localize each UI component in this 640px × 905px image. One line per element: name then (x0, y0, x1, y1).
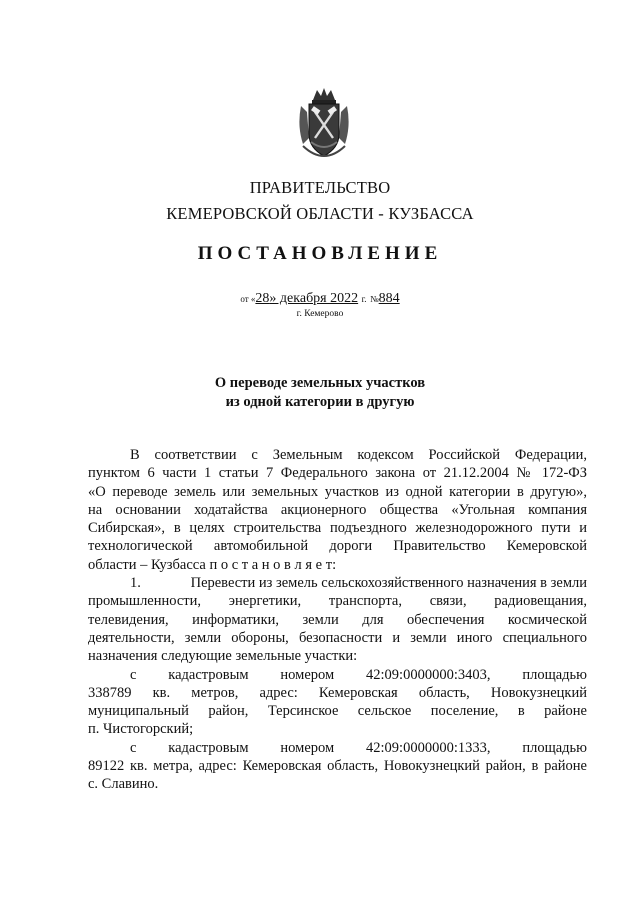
item1-line: назначения следующие земельные участки: (88, 648, 358, 665)
document-body (88, 446, 587, 794)
government-title-line2: КЕМЕРОВСКОЙ ОБЛАСТИ - КУЗБАССА (166, 204, 474, 223)
parcel2-line: с. Славино. (88, 776, 159, 793)
date-prefix: от « (240, 294, 256, 304)
subject-line2: из одной категории в другую (225, 394, 415, 410)
p1-line: Сибирская», в целях строительства подъездного железнодорожного пути и (88, 520, 587, 537)
p1-line: пунктом 6 части 1 статьи 7 Федерального закона от 21.12.2004 № 172-ФЗ (88, 465, 587, 482)
city-label: г. Кемерово (296, 309, 344, 319)
parcel1-line: муниципальный район, Терсинское сельское поселение, в районе (88, 703, 587, 720)
p1-line: В соответствии с Земельным кодексом Российской Федерации, (130, 447, 587, 463)
date-month-year: » декабря 2022 (269, 291, 359, 306)
document-type: ПОСТАНОВЛЕНИЕ (197, 243, 443, 264)
number-prefix: № (370, 294, 379, 304)
coat-of-arms-emblem (295, 86, 353, 162)
document-number: 884 (378, 291, 400, 306)
p1-line: на основании ходатайства акционерного общества «Угольная компания (88, 501, 587, 518)
date-day: 28 (255, 291, 270, 306)
document-subject (0, 374, 640, 412)
p1-line: технологической автомобильной дороги Правительство Кемеровской (88, 538, 587, 555)
item1-first-line (88, 574, 587, 592)
date-line (0, 291, 640, 307)
p1-line: области – Кузбасса п о с т а н о в л я е т: (88, 556, 337, 573)
parcel2-line: 89122 кв. метра, адрес: Кемеровская область, Новокузнецкий район, в районе (88, 758, 587, 775)
parcel1-line: п. Чистогорский; (88, 721, 194, 738)
government-title-line1: ПРАВИТЕЛЬСТВО (249, 178, 391, 197)
item1-line: деятельности, земли обороны, безопасности и земли иного специального (88, 629, 587, 646)
item1-line: телевидения, информатики, земли для обеспечения космической (88, 611, 587, 628)
subject-line1: О переводе земельных участков (214, 375, 426, 391)
parcel1-line: 338789 кв. метров, адрес: Кемеровская область, Новокузнецкий (88, 684, 587, 701)
p1-line: «О переводе земель или земельных участков из одной категории в другую», (88, 483, 587, 500)
item1-line: промышленности, энергетики, транспорта, связи, радиовещания, (88, 593, 587, 610)
year-suffix: г. (361, 294, 367, 304)
item1-text: Перевести из земель сельскохозяйственного назначения в земли (190, 575, 587, 592)
parcel1-line: с кадастровым номером 42:09:0000000:3403, площадью (130, 666, 587, 683)
parcel2-line: с кадастровым номером 42:09:0000000:1333, площадью (130, 739, 587, 756)
item1-number: 1. (130, 575, 141, 592)
